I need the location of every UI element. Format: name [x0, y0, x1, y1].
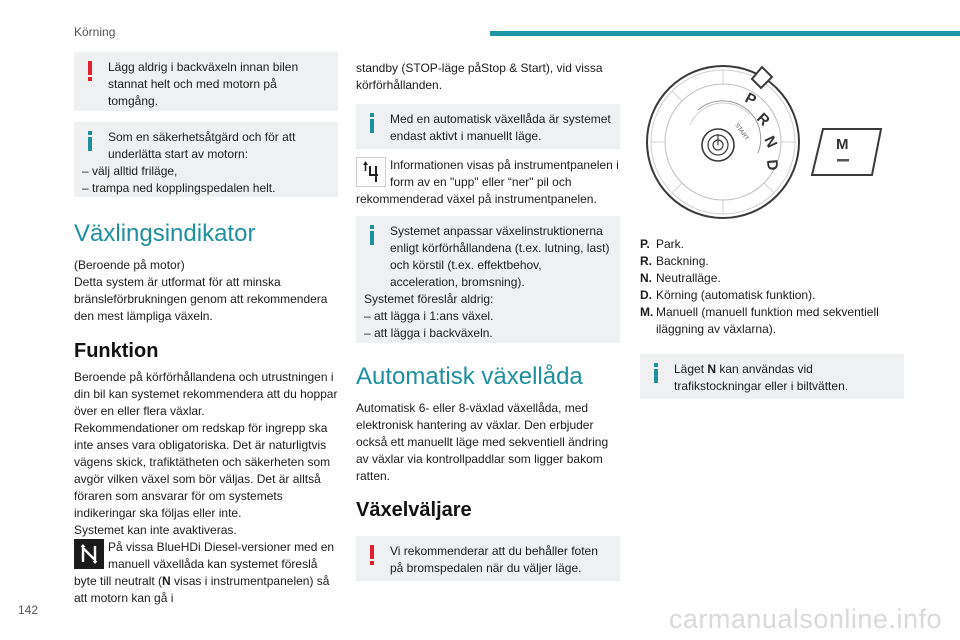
legend-text: Backning. [656, 254, 709, 269]
column-3 [640, 236, 904, 399]
legend-key: R. [640, 254, 652, 269]
auto-paragraph: Automatisk 6- eller 8-växlad växellåda, med elektronisk hantering av växlar. Den erbjuder också ett manuellt läge med sekventiell ändring av växlar via kontrollpaddlar som ligger bakom ratten. [356, 400, 609, 484]
page-number: 142 [18, 603, 39, 617]
info-text: Med en automatisk växellåda är systemet endast aktivt i manuellt läge. [390, 112, 611, 144]
column-1 [74, 52, 338, 607]
info-icon [82, 129, 98, 153]
legend-text: Neutralläge. [656, 271, 721, 286]
info-item: – välj alltid friläge, [82, 164, 178, 179]
legend-key: N. [640, 271, 652, 286]
info-box-start [74, 122, 338, 197]
body-paragraph: Beroende på körförhållandena och utrustningen i din bil kan systemet rekommendera att du hoppar över en eller flera växlar. [74, 369, 338, 418]
display-paragraph [356, 157, 620, 208]
legend-key: P. [640, 237, 650, 251]
body-paragraph: Systemet kan inte avaktiveras. [74, 523, 237, 538]
info-item: – trampa ned kopplingspedalen helt. [82, 181, 276, 196]
info-text-part: kan användas vid trafikstockningar eller i biltvätten. [674, 362, 849, 394]
legend-item [640, 304, 904, 338]
column-2 [356, 60, 620, 581]
warning-box-brake [356, 536, 620, 581]
legend-key: D. [640, 288, 652, 303]
legend-key: M. [640, 305, 654, 320]
header-accent-bar [490, 31, 960, 36]
subheading-vaxelvaljare: Växelväljare [356, 499, 472, 522]
intro-line: Detta system är utformat för att minska bränsleförbrukningen genom att rekommendera den mest lämpliga växeln. [74, 274, 328, 323]
info-item: – att lägga i 1:ans växel. [364, 309, 494, 324]
info-text-part: Läget [674, 362, 708, 377]
bluehdi-paragraph [74, 539, 338, 607]
bluehdi-bold: N [162, 574, 171, 589]
body-paragraph: Rekommendationer om redskap för ingrepp ska inte anses vara obligatoriska. Det är naturligtvis vägens skick, trafiktätheten och säkerheten som avgör vilken växel som bör väljas. Det är alltså föraren som ansvarar för om systemets indikeringar ska följas eller inte. [74, 421, 331, 521]
gear-letter-n: N [760, 133, 781, 151]
running-header: Körning [74, 25, 116, 39]
bluehdi-text: På vissa BlueHDi Diesel-versioner med en manuell växellåda kan systemet föreslå byte till neutralt ( [74, 540, 335, 589]
funktion-body [74, 369, 338, 607]
legend-item [640, 253, 904, 270]
info-icon [648, 361, 664, 385]
info-icon [364, 111, 380, 135]
gear-shift-arrow-icon [356, 157, 386, 187]
info-never: Systemet föreslår aldrig: [364, 292, 494, 307]
manual-mode-m-label: M [836, 136, 849, 153]
gear-selector-illustration [640, 55, 900, 230]
gear-legend [640, 236, 904, 338]
info-box-adapt [356, 216, 620, 343]
legend-item [640, 270, 904, 287]
legend-text: Manuell (manuell funktion med sekventiell iläggning av växlarna). [656, 305, 879, 337]
gear-letter-p: P [742, 89, 759, 110]
info-icon [364, 223, 380, 247]
intro-line: (Beroende på motor) [74, 257, 185, 272]
gear-letter-d: D [763, 158, 781, 172]
warning-box-reverse [74, 52, 338, 111]
warning-exclamation-icon [364, 543, 380, 567]
gear-letter-r: R [753, 109, 773, 130]
bluehdi-text: visas i instrumentpanelen) så att motorn kan gå i [74, 574, 330, 606]
watermark: carmanualsonline.info [668, 604, 942, 634]
legend-text: Park. [656, 237, 685, 251]
display-text: Informationen visas på instrumentpanelen i form av en "upp" eller “ner" pil och rekommenderad växel på instrumentpanelen. [356, 158, 619, 207]
info-text [648, 361, 896, 395]
info-text: Som en säkerhetsåtgärd och för att underlätta start av motorn: [108, 130, 296, 162]
legend-item [640, 236, 904, 253]
warning-exclamation-icon [82, 59, 98, 83]
warning-text: Lägg aldrig i backväxeln innan bilen stannat helt och med motorn på tomgång. [108, 60, 299, 109]
info-box-automatic [356, 104, 620, 149]
info-item: – att lägga i backväxeln. [364, 326, 493, 341]
section-heading-automatisk-vaxellada: Automatisk växellåda [356, 363, 583, 391]
info-text: Systemet anpassar växelinstruktionerna enligt körförhållandena (t.ex. lutning, last) och körstil (t.ex. effektbehov, acceleration, bromsning). [390, 224, 610, 290]
intro-paragraph [74, 257, 338, 325]
section-heading-vaxlingsindikator: Växlingsindikator [74, 220, 256, 247]
dial-start-label: START [733, 122, 750, 142]
info-bold: N [707, 362, 717, 377]
legend-text: Körning (automatisk funktion). [656, 288, 816, 303]
continued-paragraph: standby (STOP-läge påStop & Start), vid vissa körförhållanden. [356, 61, 603, 93]
legend-item [640, 287, 904, 304]
neutral-gear-indicator-icon [74, 539, 104, 569]
subheading-funktion: Funktion [74, 339, 159, 362]
info-box-neutral [640, 354, 904, 399]
warning-text: Vi rekommenderar att du behåller foten på bromspedalen när du väljer läge. [390, 544, 598, 576]
